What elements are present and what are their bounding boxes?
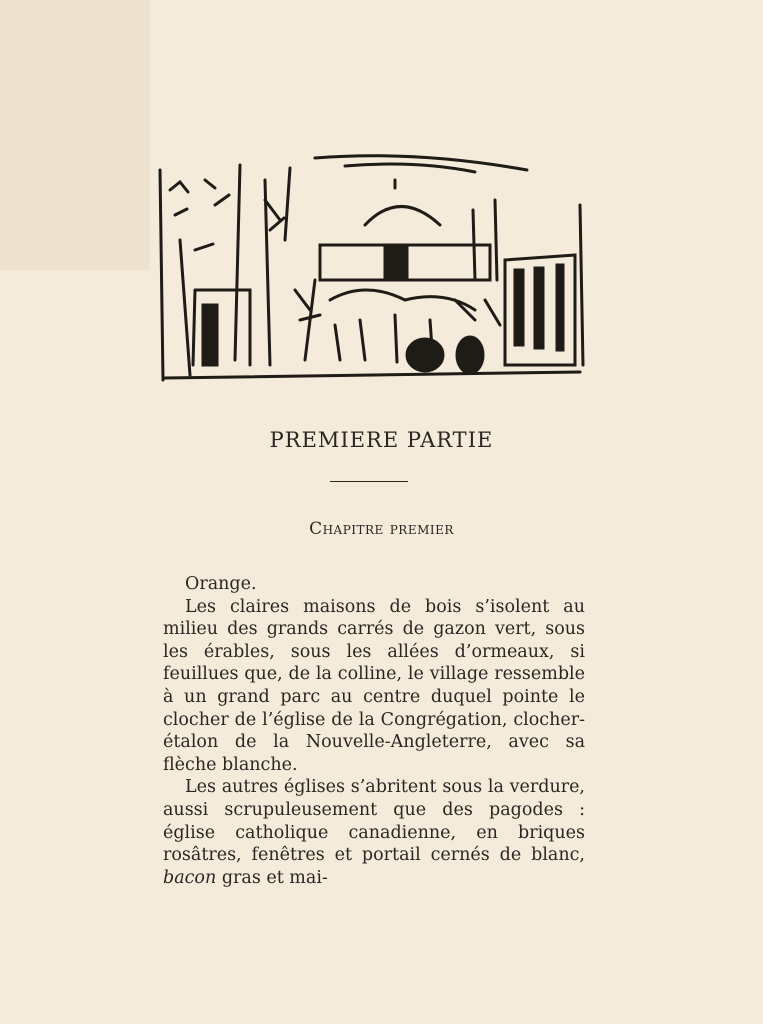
chapter-title-text: Chapitre premier [309,519,454,539]
italic-word: bacon [163,867,217,888]
paragraph-tail: gras et mai- [216,867,328,888]
paper-edge [0,0,150,270]
part-title: PREMIERE PARTIE [269,428,494,452]
paragraph: Orange. [185,574,257,594]
paragraph-text: Les autres églises s’abritent sous la verdure, aussi scrupuleusement que des pagodes : église catholique canadienne, en briques rosâtres, fenêtres et portail cernés de blanc, [163,777,585,866]
village-sketch-illustration [155,150,590,390]
title-divider [330,481,408,482]
body-text [163,573,585,889]
chapter-title [0,519,763,539]
paragraph: Les claires maisons de bois s’isolent au milieu des grands carrés de gazon vert, sous les érables, sous les allées d’ormeaux, si feuillues que, de la colline, le village ressemble à un grand parc au centre duquel pointe le clocher de l’église de la Congrégation, clocher-étalon de la Nouvelle-Angleterre, avec sa flèche blanche. [163,596,585,775]
paragraph [163,776,585,889]
